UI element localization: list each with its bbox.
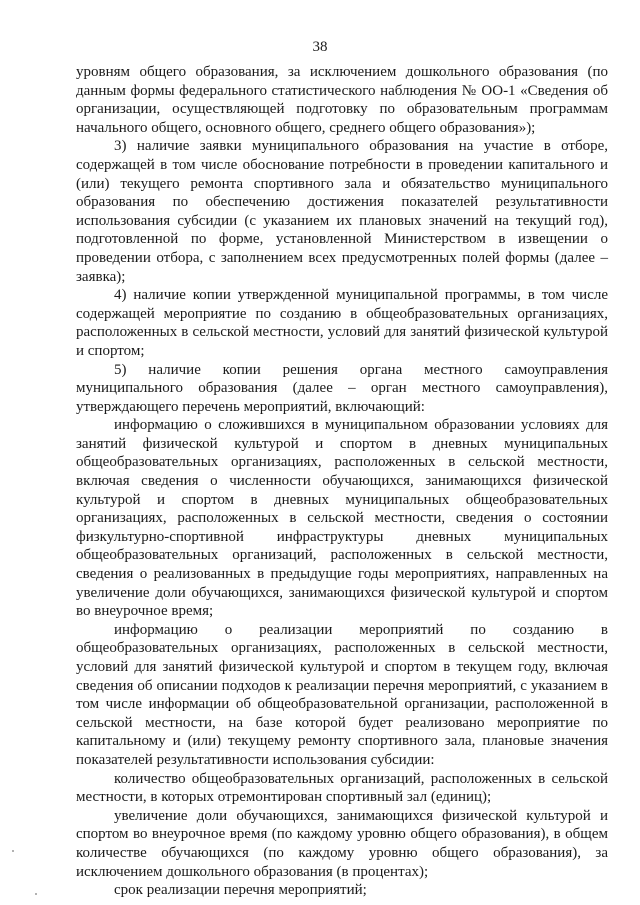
paragraph-item-3: 3) наличие заявки муниципального образования на участие в отборе, содержащей в том числе обоснование потребности в проведении капитального и (или) текущего ремонта спортивного зала и обязательство муниципального образования по обеспечению достижения показателей результативности использования субсидии (с указанием их плановых значений на текущий год), подготовленной по форме, установленной Министерством в извещении о проведении отбора, с заполнением всех предусмотренных полей формы (далее – заявка); [76,138,608,285]
paragraph-conditions-info: информацию о сложившихся в муниципальном образовании условиях для занятий физической культурой и спортом в дневных муниципальных общеобразовательных организациях, расположенных в сельской местности, включая сведения о численности обучающихся, занимающихся физической культурой и спортом в дневных муниципальных общеобразовательных организациях, расположенных в сельской местности, сведения о состоянии физкультурно-спортивной инфраструктуры дневных муниципальных общеобразовательных организаций, расположенных в сельской местности, сведения о реализованных в предыдущие годы мероприятиях, направленных на увеличение доли обучающихся, занимающихся физической культурой и спортом во внеурочное время; [76,417,608,620]
page-number: 38 [312,39,328,55]
paragraph-indicator-share: увеличение доли обучающихся, занимающихся физической культурой и спортом во внеурочное время (по каждому уровню общего образования), в общем количестве обучающихся (по каждому уровню общего образования), за исключением дошкольного образования (в процентах); [76,807,608,880]
paragraph-implementation-info: информацию о реализации мероприятий по созданию в общеобразовательных организациях, расположенных в сельской местности, условий для занятий физической культурой и спортом в текущем году, включая сведения об описании подходов к реализации перечня мероприятий, с указанием в том числе информации об общеобразовательной организации, расположенной в сельской местности, на базе которой будет реализовано мероприятие по капитальному и (или) текущему ремонту спортивного зала, плановые значения показателей результативности использования субсидии: [76,621,608,768]
scan-artifact [12,850,14,852]
scan-artifact [35,893,37,895]
paragraph-item-5: 5) наличие копии решения органа местного самоуправления муниципального образования (далее – орган местного самоуправления), утверждающего перечень мероприятий, включающий: [76,361,608,415]
paragraph-deadline: срок реализации перечня мероприятий; [114,882,367,899]
paragraph-item-4: 4) наличие копии утвержденной муниципальной программы, в том числе содержащей мероприятие по созданию в общеобразовательных организациях, расположенных в сельской местности, условий для занятий физической культурой и спортом; [76,287,608,359]
paragraph-continuation: уровням общего образования, за исключением дошкольного образования (по данным формы федерального статистического наблюдения № ОО-1 «Сведения об организации, осуществляющей подготовку по образовательным программам начального общего, основного общего, среднего общего образования»); [76,64,608,136]
paragraph-indicator-count: количество общеобразовательных организаций, расположенных в сельской местности, в которых отремонтирован спортивный зал (единиц); [76,770,608,806]
document-body [76,63,608,900]
